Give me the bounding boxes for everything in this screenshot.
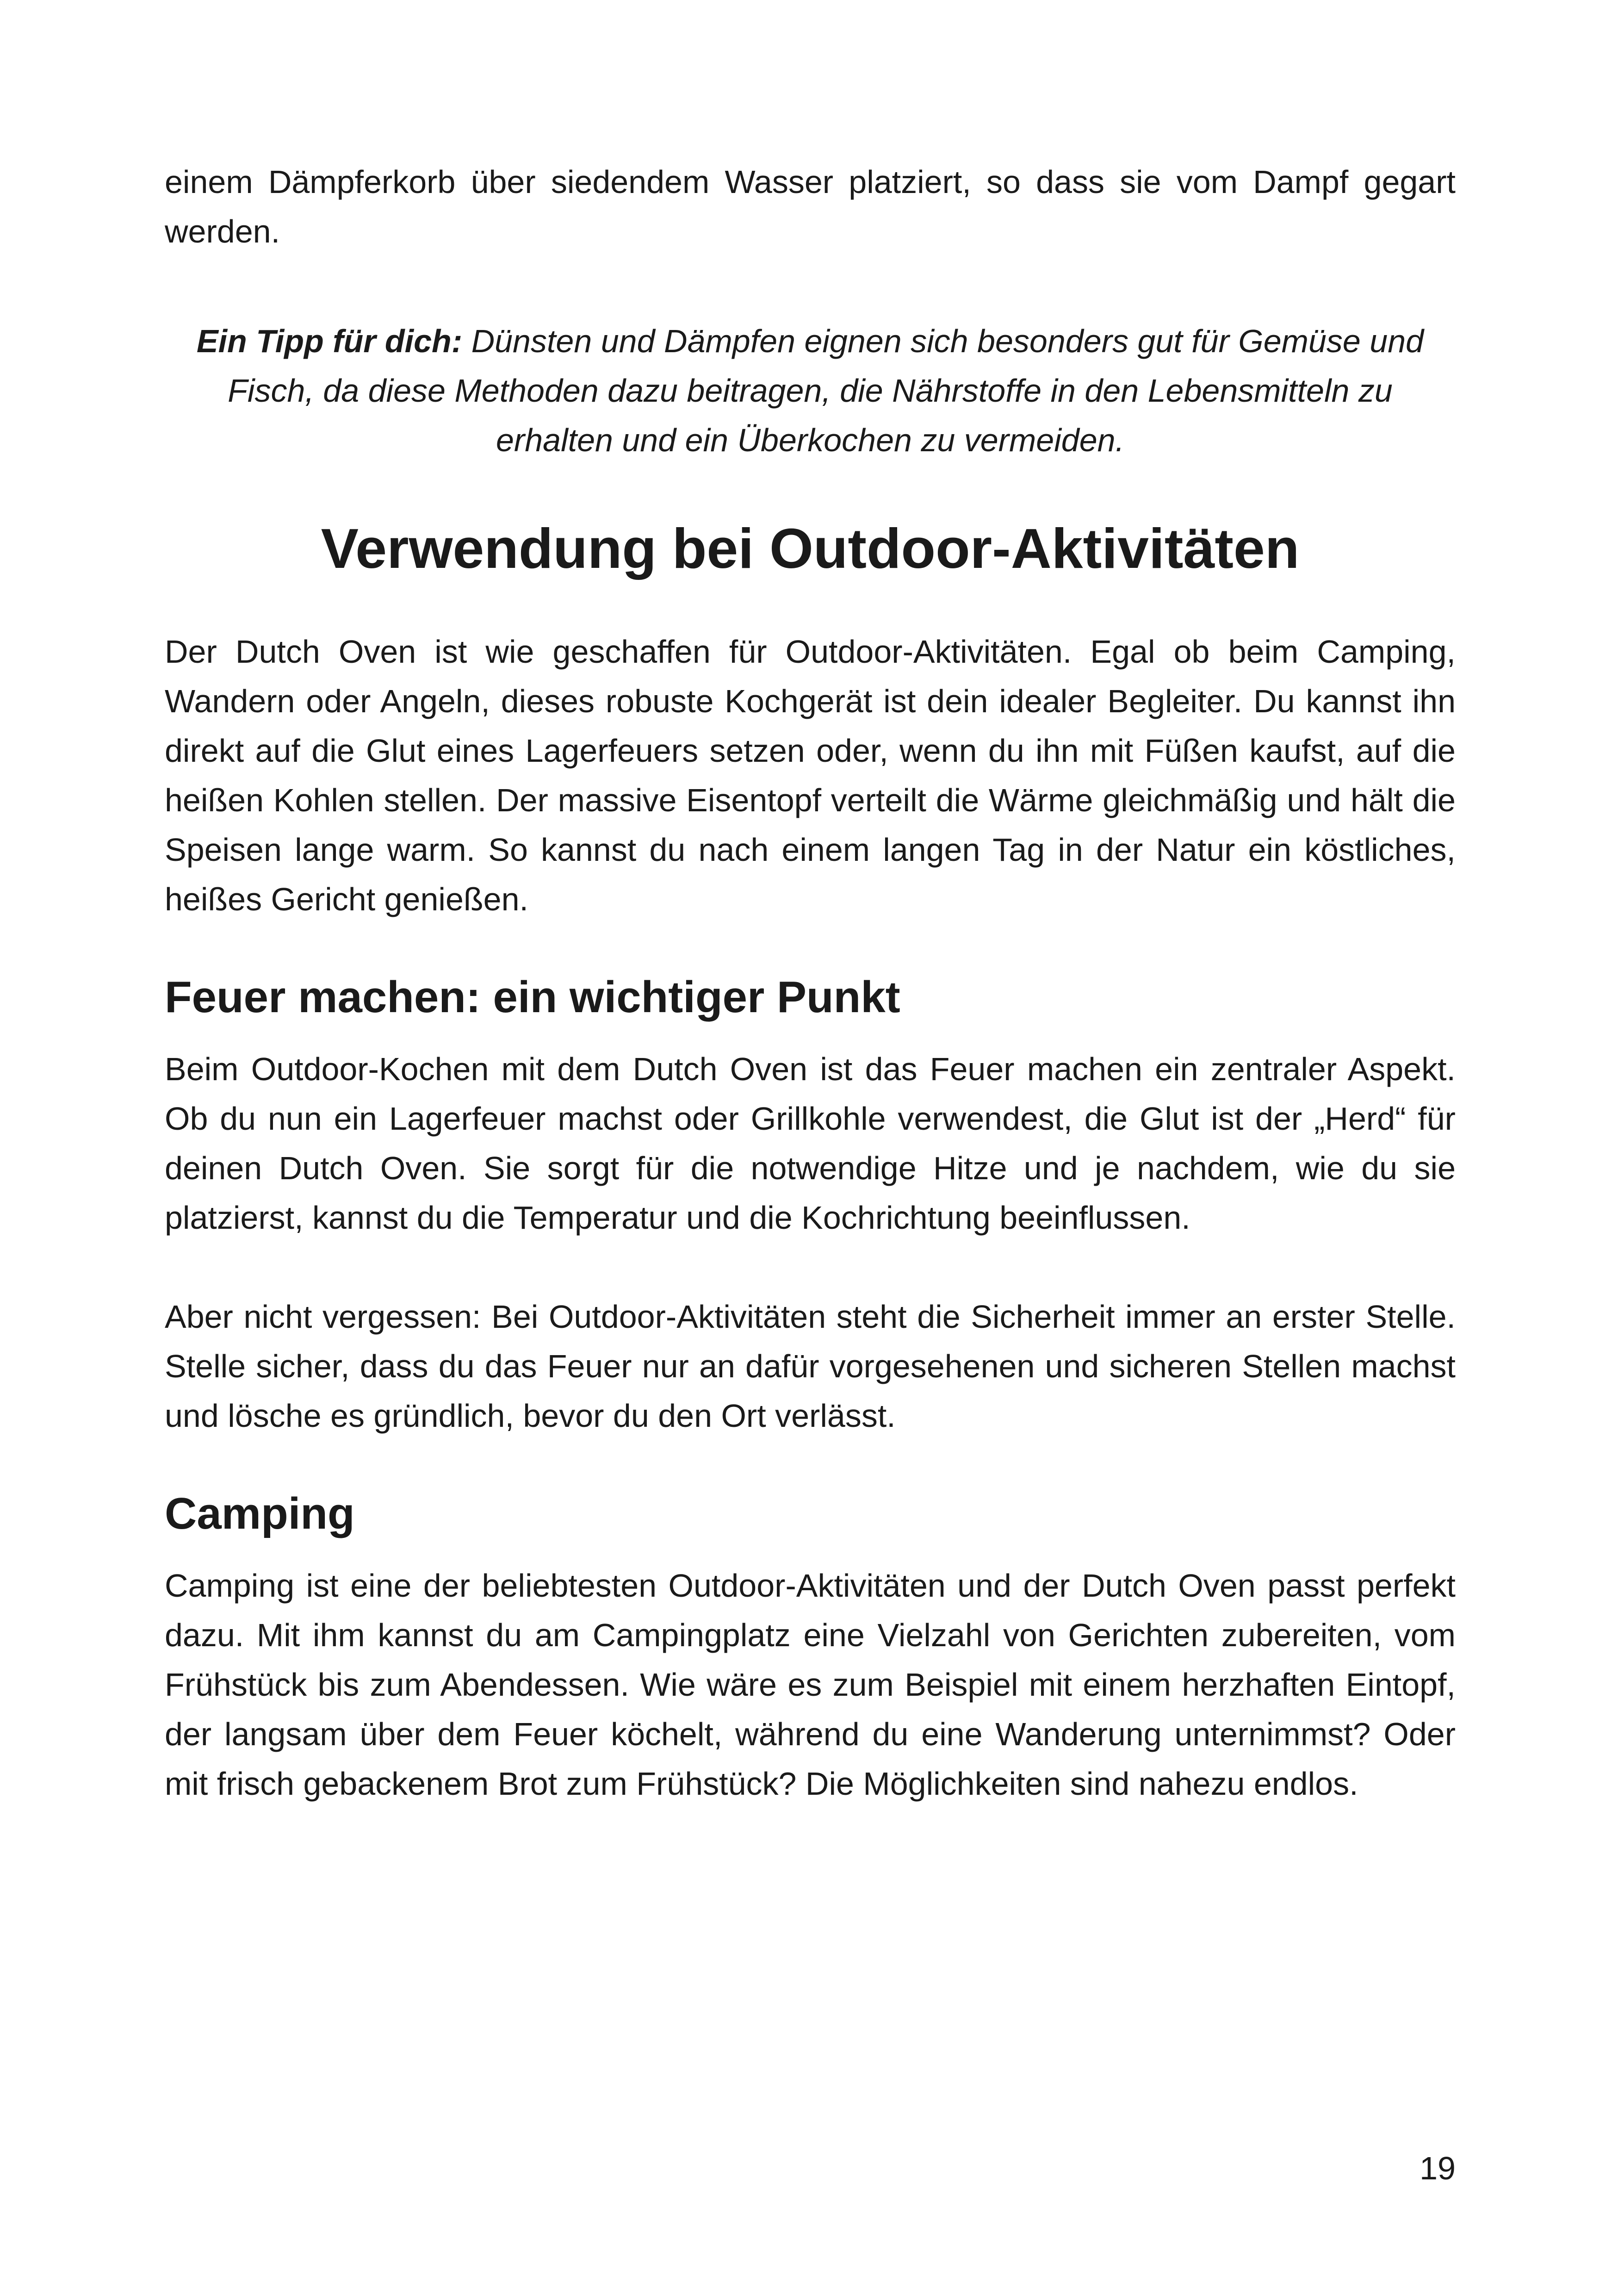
tip-text: Dünsten und Dämpfen eignen sich besonders gut für Gemüse und Fisch, da diese Methoden dazu beitragen, die Nährstoffe in den Lebensmitteln zu erhalten und ein Überkochen zu vermeiden. xyxy=(228,323,1424,458)
page-body xyxy=(165,157,1456,1809)
subheading-camping: Camping xyxy=(165,1489,355,1538)
fire-paragraph-1: Beim Outdoor-Kochen mit dem Dutch Oven ist das Feuer machen ein zentraler Aspekt. Ob du nun ein Lagerfeuer machst oder Grillkohle verwendest, die Glut ist der „Herd“ für deinen Dutch Oven. Sie sorgt für die notwendige Hitze und je nachdem, wie du sie platzierst, kannst du die Temperatur und die Kochrichtung beeinflussen. xyxy=(165,1051,1456,1236)
outdoor-paragraph: Der Dutch Oven ist wie geschaffen für Outdoor-Aktivitäten. Egal ob beim Camping, Wandern oder Angeln, dieses robuste Kochgerät ist dein idealer Begleiter. Du kannst ihn direkt auf die Glut eines Lagerfeuers setzen oder, wenn du ihn mit Füßen kaufst, auf die heißen Kohlen stellen. Der massive Eisentopf verteilt die Wärme gleichmäßig und hält die Speisen lange warm. So kannst du nach einem langen Tag in der Natur ein köstliches, heißes Gericht genießen. xyxy=(165,634,1456,917)
tip-label: Ein Tipp für dich: xyxy=(196,323,463,359)
intro-continuation-paragraph: einem Dämpferkorb über siedendem Wasser platziert, so dass sie vom Dampf gegart werden. xyxy=(165,164,1456,249)
section-heading-outdoor: Verwendung bei Outdoor-Aktivitäten xyxy=(321,517,1300,580)
tip-box xyxy=(165,317,1456,465)
fire-paragraph-2: Aber nicht vergessen: Bei Outdoor-Aktivitäten steht die Sicherheit immer an erster Stelle. Stelle sicher, dass du das Feuer nur an dafür vorgesehenen und sicheren Stellen machst und lösche es gründlich, bevor du den Ort verlässt. xyxy=(165,1299,1456,1434)
subheading-fire: Feuer machen: ein wichtiger Punkt xyxy=(165,972,900,1022)
camping-paragraph: Camping ist eine der beliebtesten Outdoor-Aktivitäten und der Dutch Oven passt perfekt dazu. Mit ihm kannst du am Campingplatz eine Vielzahl von Gerichten zubereiten, vom Frühstück bis zum Abendessen. Wie wäre es zum Beispiel mit einem herzhaften Eintopf, der langsam über dem Feuer köchelt, während du eine Wanderung unternimmst? Oder mit frisch gebackenem Brot zum Frühstück? Die Möglichkeiten sind nahezu endlos. xyxy=(165,1568,1456,1802)
page-number: 19 xyxy=(1420,2150,1456,2186)
